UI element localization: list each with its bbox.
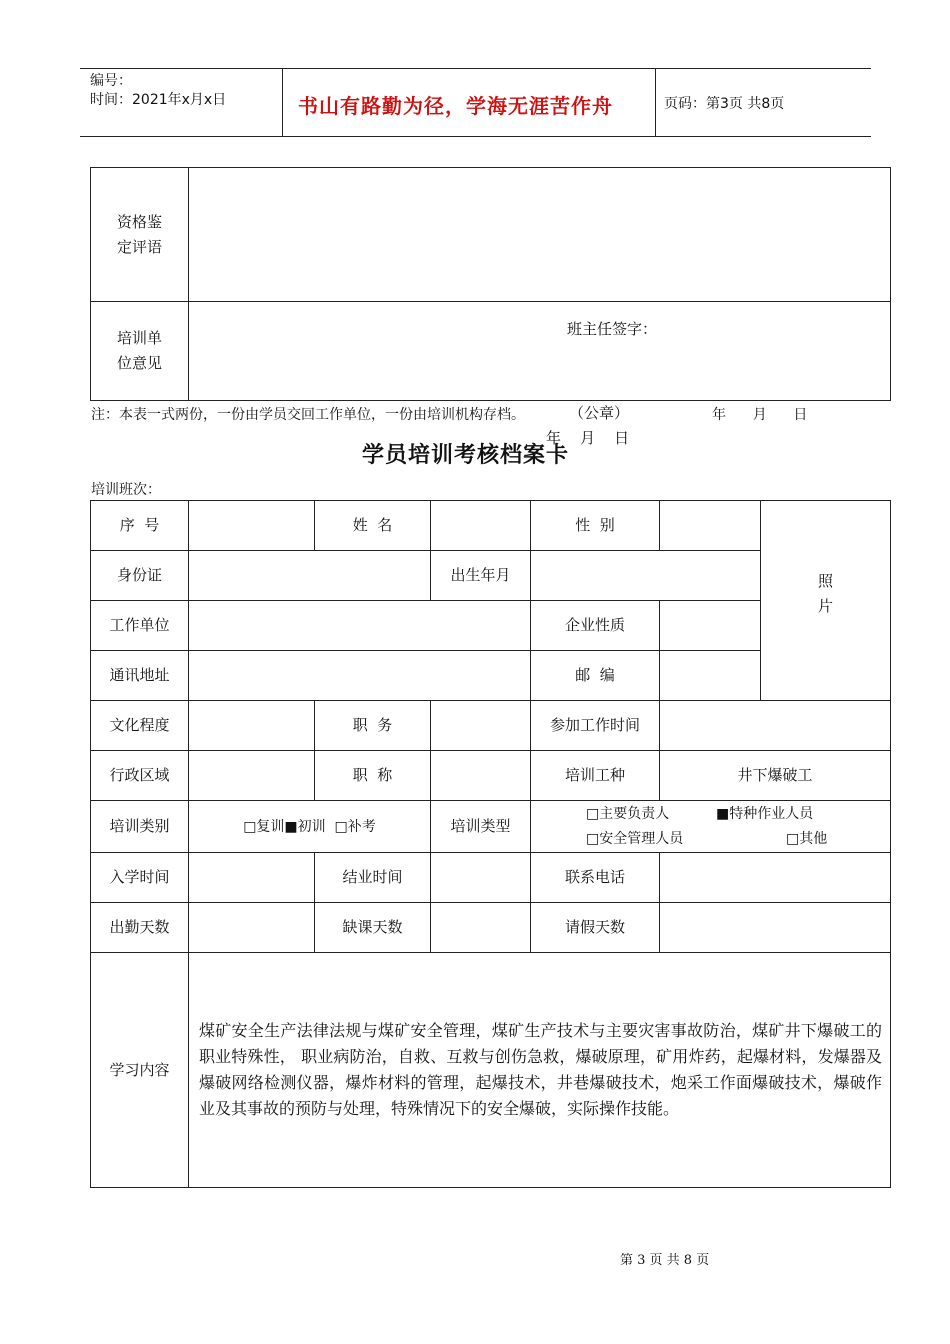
header-divider xyxy=(282,69,283,137)
seq-label: 序 号 xyxy=(91,501,189,551)
training-record-form xyxy=(90,500,891,1188)
position-field[interactable] xyxy=(431,701,531,751)
photo-label: 照 片 xyxy=(817,571,833,615)
type-option-other[interactable]: □其他 xyxy=(786,831,828,847)
id-card-field[interactable] xyxy=(189,551,431,601)
leave-days-label: 请假天数 xyxy=(531,903,660,953)
training-type-label: 培训类型 xyxy=(431,801,531,853)
official-seal-label: （公章） xyxy=(569,404,630,422)
training-class-label: 培训班次： xyxy=(91,482,161,498)
unit-opinion-date: 年 月 日 xyxy=(546,429,630,447)
page-info: 页码：第3页 共8页 xyxy=(664,96,785,112)
attendance-days-field[interactable] xyxy=(189,903,315,953)
qualification-label: 资格鉴定评语 xyxy=(116,212,162,256)
seq-field[interactable] xyxy=(189,501,315,551)
address-field[interactable] xyxy=(189,651,531,701)
category-checkboxes[interactable]: □复训■初训 □补考 xyxy=(243,818,376,835)
phone-field[interactable] xyxy=(660,853,891,903)
leave-days-field[interactable] xyxy=(660,903,891,953)
phone-label: 联系电话 xyxy=(531,853,660,903)
type-option-safety-manager[interactable]: □安全管理人员 xyxy=(586,831,684,847)
enterprise-type-field[interactable] xyxy=(660,601,761,651)
header-top-rule xyxy=(80,68,871,69)
professional-title-label: 职 称 xyxy=(315,751,431,801)
teacher-signature-label: 班主任签字： xyxy=(567,319,658,338)
type-option-special-worker[interactable]: ■特种作业人员 xyxy=(716,806,814,822)
absent-days-label: 缺课天数 xyxy=(315,903,431,953)
category-options[interactable] xyxy=(189,801,431,853)
study-content-text: 煤矿安全生产法律法规与煤矿安全管理，煤矿生产技术与主要灾害事故防治，煤矿井下爆破工的职业特殊性， 职业病防治，自救、互救与创伤急救，爆破原理，矿用炸药，起爆材料，发爆器及爆破网络检测仪器，爆炸材料的管理，起爆技术，井巷爆破技术，炮采工作面爆破技术，爆破作业及其事故的预防与处理，特殊情况下的安全爆破，实际操作技能。 xyxy=(199,1021,882,1118)
trade-label: 培训工种 xyxy=(531,751,660,801)
professional-title-field[interactable] xyxy=(431,751,531,801)
unit-opinion-label-cell xyxy=(91,302,189,401)
id-card-label: 身份证 xyxy=(91,551,189,601)
postcode-label: 邮 编 xyxy=(531,651,660,701)
attendance-days-label: 出勤天数 xyxy=(91,903,189,953)
gender-field[interactable] xyxy=(660,501,761,551)
study-content-cell xyxy=(189,953,891,1188)
address-label: 通讯地址 xyxy=(91,651,189,701)
education-label: 文化程度 xyxy=(91,701,189,751)
work-unit-field[interactable] xyxy=(189,601,531,651)
qualification-content-cell[interactable] xyxy=(189,168,891,338)
enroll-time-label: 入学时间 xyxy=(91,853,189,903)
absent-days-field[interactable] xyxy=(431,903,531,953)
name-label: 姓 名 xyxy=(315,501,431,551)
gender-label: 性 别 xyxy=(531,501,660,551)
region-field[interactable] xyxy=(189,751,315,801)
type-option-principal[interactable]: □主要负责人 xyxy=(586,806,670,822)
trade-value[interactable]: 井下爆破工 xyxy=(660,751,891,801)
position-label: 职 务 xyxy=(315,701,431,751)
doc-time-label: 时间：2021年x月x日 xyxy=(90,92,227,108)
card-title: 学员培训考核档案卡 xyxy=(362,442,570,468)
education-field[interactable] xyxy=(189,701,315,751)
header-divider xyxy=(655,69,656,137)
graduate-time-label: 结业时间 xyxy=(315,853,431,903)
birth-date-label: 出生年月 xyxy=(431,551,531,601)
postcode-field[interactable] xyxy=(660,651,761,701)
enterprise-type-label: 企业性质 xyxy=(531,601,660,651)
header-motto: 书山有路勤为径，学海无涯苦作舟 xyxy=(298,94,613,118)
birth-date-field[interactable] xyxy=(531,551,761,601)
training-type-options[interactable] xyxy=(531,801,891,853)
footer-page-number: 第 3 页 共 8 页 xyxy=(620,1253,710,1268)
region-label: 行政区域 xyxy=(91,751,189,801)
doc-number-label: 编号： xyxy=(90,73,132,89)
join-work-time-label: 参加工作时间 xyxy=(531,701,660,751)
note-date: 年 月 日 xyxy=(712,407,808,423)
graduate-time-field[interactable] xyxy=(431,853,531,903)
work-unit-label: 工作单位 xyxy=(91,601,189,651)
qualification-label-cell xyxy=(91,168,189,302)
category-label: 培训类别 xyxy=(91,801,189,853)
header-bottom-rule xyxy=(80,136,871,137)
note-text: 注：本表一式两份，一份由学员交回工作单位，一份由培训机构存档。 xyxy=(91,407,525,423)
enroll-time-field[interactable] xyxy=(189,853,315,903)
join-work-time-field[interactable] xyxy=(660,701,891,751)
study-content-label: 学习内容 xyxy=(91,953,189,1188)
unit-opinion-label: 培训单位意见 xyxy=(116,329,162,372)
name-field[interactable] xyxy=(431,501,531,551)
photo-cell[interactable] xyxy=(761,501,891,701)
